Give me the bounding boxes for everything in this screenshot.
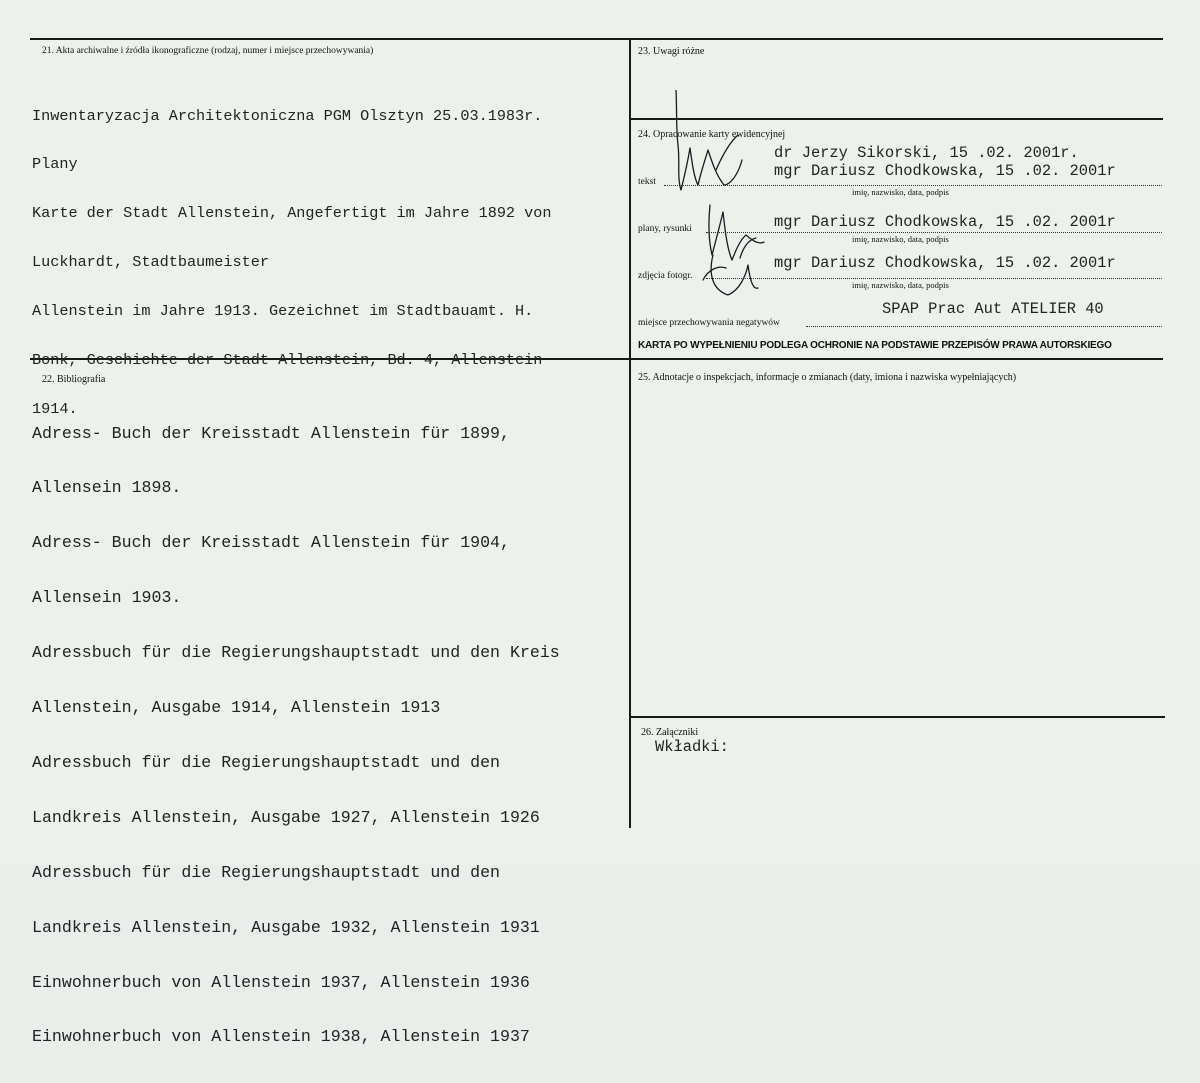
top-border-line: [30, 38, 1163, 40]
bibliography-line: Adressbuch für die Regierungshauptstadt und den: [32, 862, 501, 882]
section-26-header: 26. Załączniki: [641, 727, 699, 738]
zdjecia-caption: imię, nazwisko, data, podpis: [852, 280, 949, 290]
bibliography-line: Adress- Buch der Kreisstadt Allenstein für 1899,: [32, 423, 510, 443]
archival-line: Karte der Stadt Allenstein, Angefertigt im Jahre 1892 von: [32, 204, 552, 223]
bibliography-line: Allensein 1903.: [32, 588, 182, 608]
section-25-header: 25. Adnotacje o inspekcjach, informacje o zmianach (daty, imiona i nazwiska wypełniających): [638, 372, 1017, 383]
zalaczniki-divider-line: [631, 716, 1165, 718]
bibliography-line: Adressbuch für die Regierungshauptstadt und den Kreis: [32, 643, 560, 663]
negatives-dotted-line: [806, 326, 1162, 327]
archival-line: Plany: [32, 155, 78, 174]
plany-caption: imię, nazwisko, data, podpis: [852, 234, 949, 244]
bibliography-line: Adressbuch für die Regierungshauptstadt und den: [32, 752, 501, 772]
negatives-label: miejsce przechowywania negatywów: [638, 318, 780, 328]
tekst-caption: imię, nazwisko, data, podpis: [852, 187, 949, 197]
bibliography-line: Allenstein, Ausgabe 1914, Allenstein 1913: [32, 698, 441, 718]
plany-author: mgr Dariusz Chodkowska, 15 .02. 2001r: [774, 213, 1116, 231]
archival-line: Allenstein im Jahre 1913. Gezeichnet im Stadtbauamt. H.: [32, 302, 534, 321]
bibliography-line: Allensein 1898.: [32, 478, 182, 498]
bibliography-line: Landkreis Allenstein, Ausgabe 1927, Allenstein 1926: [32, 807, 540, 827]
section-24-header: 24. Opracowanie karty ewidencyjnej: [638, 129, 786, 140]
section-22-header: 22. Bibliografia: [42, 374, 106, 385]
tekst-author-1: dr Jerzy Sikorski, 15 .02. 2001r.: [774, 144, 1079, 162]
tekst-label: tekst: [638, 177, 656, 187]
tekst-author-2: mgr Dariusz Chodkowska, 15 .02. 2001r: [774, 162, 1116, 180]
archival-line: 1914.: [32, 399, 78, 418]
negatives-location: SPAP Prac Aut ATELIER 40: [882, 300, 1104, 318]
zdjecia-label: zdjęcia fotogr.: [638, 271, 693, 281]
zdjecia-dotted-line: [706, 278, 1162, 279]
archival-line: Luckhardt, Stadtbaumeister: [32, 253, 269, 272]
plany-dotted-line: [706, 232, 1162, 233]
bibliography-line: Adress- Buch der Kreisstadt Allenstein für 1904,: [32, 533, 510, 553]
section-23-header: 23. Uwagi różne: [638, 46, 705, 57]
bibliography-line: Landkreis Allenstein, Ausgabe 1932, Allenstein 1931: [32, 917, 540, 937]
archival-line: Inwentaryzacja Architektoniczna PGM Olsztyn 25.03.1983r.: [32, 106, 543, 125]
column-divider-line: [629, 38, 631, 828]
copyright-notice: KARTA PO WYPEŁNIENIU PODLEGA OCHRONIE NA PODSTAWIE PRZEPISÓW PRAWA AUTORSKIEGO: [638, 340, 1112, 351]
section-21-header: 21. Akta archiwalne i źródła ikonograficzne (rodzaj, numer i miejsce przechowywania): [42, 46, 374, 56]
plany-label: plany, rysunki: [638, 224, 692, 234]
bibliography-line: Einwohnerbuch von Allenstein 1937, Allenstein 1936: [32, 972, 530, 992]
bibliography-text: [32, 388, 560, 1083]
handwritten-signature: [668, 90, 768, 305]
bibliography-line: Einwohnerbuch von Allenstein 1938, Allenstein 1937: [32, 1027, 530, 1047]
archival-line: Bonk, Geschichte der Stadt Allenstein, Bd. 4, Allenstein: [32, 351, 543, 370]
zdjecia-author: mgr Dariusz Chodkowska, 15 .02. 2001r: [774, 254, 1116, 272]
attachments-value: Wkładki:: [655, 738, 729, 756]
